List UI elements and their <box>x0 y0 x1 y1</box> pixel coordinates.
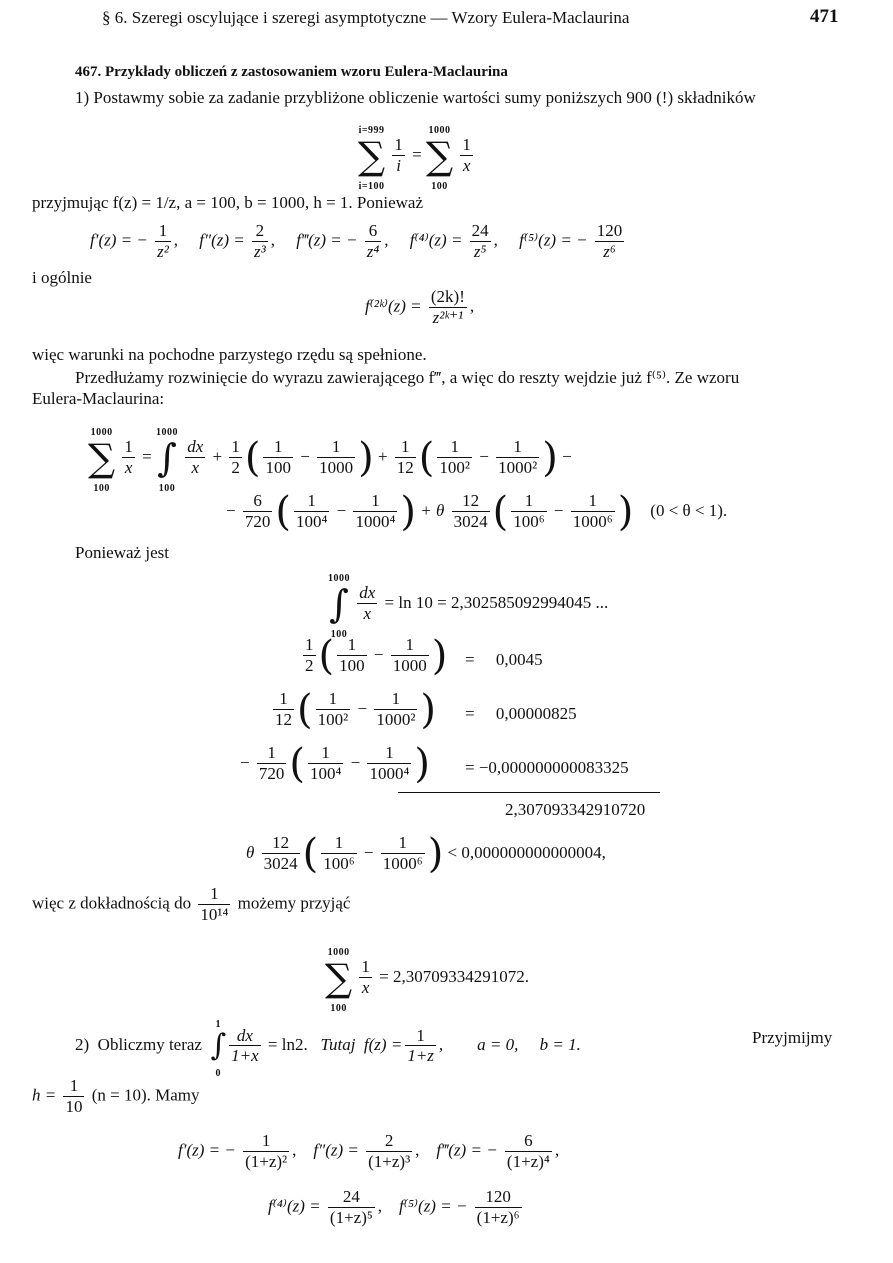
derivatives-row-2a: f′(z) = − $\frac{1}{\text{(1+z)²}}$ , f″(z) = $\frac{2}{\text{(1+z)³}}$ , f‴(z) = − $\frac{6}{\text{(1+z)⁴}}$ , <box>178 1131 560 1171</box>
paragraph-5-line-2: Eulera-Maclaurina: <box>32 389 165 408</box>
deriv-4-frac: $\frac{24}{\text{z⁵}}$ <box>471 221 489 261</box>
euler-maclaurin-line-2: − $\frac{6}{720}$ ( $\frac{1}{\text{100⁴}}$ − $\frac{1}{\text{1000⁴}}$ ) + θ $\frac{12}{3024}$ ( $\frac{1}{\text{100⁶}}$ − $\frac{1}{\text{1000⁶}}$ ) (0 < θ < 1). <box>226 489 728 535</box>
sum-x: 1000 ∑ 100 <box>425 125 454 193</box>
deriv-4-lhs: f⁽⁴⁾(z) = <box>409 230 463 250</box>
calc-row-integral: 1000 ∫ 100 $\frac{dx}{x}$ = ln 10 = 2,302585092994045 ... <box>328 573 609 641</box>
euler-maclaurin-line-1: 1000 ∑ 100 $\frac{1}{x}$ = 1000 ∫ 100 $\frac{dx}{x}$ + $\frac{1}{2}$ ( $\frac{1}{100}$ − $\frac{1}{1000}$ ) + $\frac{1}{12}$ ( $\frac{1}{\text{100²}}$ − $\frac{1}{\text{1000²}}$ ) − <box>88 420 572 496</box>
running-header: § 6. Szeregi oscylujące i szeregi asymptotyczne — Wzory Eulera-Maclaurina <box>102 8 630 27</box>
paragraph-8-end: Przyjmijmy <box>752 1028 833 1047</box>
derivatives-row-2b: f⁽⁴⁾(z) = $\frac{24}{\text{(1+z)⁵}}$ , f⁽⁵⁾(z) = − $\frac{120}{\text{(1+z)⁶}}$ <box>268 1187 520 1227</box>
deriv-3-lhs: f‴(z) = − <box>296 230 358 250</box>
fraction-1-over-x: $\frac{1}{x}$ <box>462 135 471 176</box>
section-heading: 467. Przykłady obliczeń z zastosowaniem wzoru Eulera-Maclaurina <box>75 64 508 80</box>
calc-row-4: − $\frac{1}{720}$ ( $\frac{1}{\text{100⁴}}$ − $\frac{1}{\text{1000⁴}}$ ) <box>240 741 431 787</box>
fraction-1-over-i: $\frac{1}{i}$ <box>394 135 403 176</box>
calc-row-2-value: = 0,0045 <box>465 650 543 669</box>
page-number: 471 <box>810 6 839 27</box>
equals-sign: = <box>412 144 422 164</box>
calc-row-4-value: = −0,000000000083325 <box>465 758 629 777</box>
paragraph-4: więc warunki na pochodne parzystego rzędu są spełnione. <box>32 345 427 364</box>
paragraph-1: 1) Postawmy sobie za zadanie przybliżone obliczenie wartości sumy poniższych 900 (!) składników <box>75 88 756 107</box>
calc-row-5: θ $\frac{12}{3024}$ ( $\frac{1}{\text{100⁶}}$ − $\frac{1}{\text{1000⁶}}$ ) < 0,000000000000004, <box>246 831 606 877</box>
calc-total: 2,307093342910720 <box>505 800 646 819</box>
derivatives-row-1: f′(z) = − $\frac{1}{\text{z²}}$ , f″(z) = $\frac{2}{\text{z³}}$ , f‴(z) = − $\frac{6}{\text{z⁴}}$ , f⁽⁴⁾(z) = $\frac{24}{\text{z⁵}}$ , f⁽⁵⁾(z) = − $\frac{120}{\text{z⁶}}$ <box>90 221 623 261</box>
paragraph-8: 2) Obliczmy teraz 1 ∫ 0 $\frac{dx}{1+x}$ = ln2. Tutaj f(z) = $\frac{1}{1+z}$ , a = 0, b = 1. <box>75 1019 581 1079</box>
general-derivative: f⁽²ᵏ⁾(z) = $\frac{(2k)!}{\text{z²ᵏ⁺¹}}$ , <box>365 287 475 327</box>
sum-i-lower: i=100 <box>358 181 385 193</box>
deriv-5-lhs: f⁽⁵⁾(z) = − <box>519 230 588 250</box>
final-result: 1000 ∑ 100 $\frac{1}{x}$ = 2,30709334291072. <box>325 947 529 1015</box>
sum-x-lower: 100 <box>431 181 448 193</box>
em-sum-frac: $\frac{1}{x}$ <box>124 437 133 478</box>
remainder-bound: < 0,000000000000004, <box>447 842 606 862</box>
calc-row-2: $\frac{1}{2}$ ( $\frac{1}{100}$ − $\frac{1}{1000}$ ) <box>305 633 448 679</box>
paragraph-3: i ogólnie <box>32 268 92 287</box>
general-lhs: f⁽²ᵏ⁾(z) = <box>365 296 422 316</box>
paragraph-7: więc z dokładnością do $\frac{1}{\text{10¹⁴}}$ możemy przyjąć <box>32 884 351 924</box>
em-coef-twelfth: $\frac{1}{12}$ <box>396 437 414 478</box>
integral-value: = ln 10 = 2,302585092994045 ... <box>384 592 609 612</box>
calc-row-3: $\frac{1}{12}$ ( $\frac{1}{\text{100²}}$ − $\frac{1}{\text{1000²}}$ ) <box>275 687 437 733</box>
deriv-5-frac: $\frac{120}{\text{z⁶}}$ <box>596 221 623 261</box>
sum-rule <box>398 792 660 793</box>
calc-row-3-value: = 0,00000825 <box>465 704 577 723</box>
sum-equation <box>358 118 476 194</box>
em-coef-half: $\frac{1}{2}$ <box>231 437 240 478</box>
paragraph-5-line-1: Przedłużamy rozwinięcie do wyrazu zawierającego f‴, a więc do reszty wejdzie już f⁽⁵⁾. Ze wzoru <box>75 368 740 387</box>
deriv-1-frac: $\frac{1}{\text{z²}}$ <box>157 221 169 261</box>
deriv-2-frac: $\frac{2}{\text{z³}}$ <box>254 221 266 261</box>
deriv-2-lhs: f″(z) = <box>199 230 245 250</box>
em-integrand: $\frac{dx}{x}$ <box>187 437 204 478</box>
paragraph-9: h = $\frac{1}{10}$ (n = 10). Mamy <box>32 1076 200 1116</box>
deriv-3-frac: $\frac{6}{\text{z⁴}}$ <box>366 221 380 261</box>
sum-x-upper: 1000 <box>428 125 451 136</box>
theta-condition: (0 < θ < 1). <box>650 500 728 520</box>
result-value: = 2,30709334291072. <box>379 966 529 986</box>
paragraph-2: przyjmując f(z) = 1/z, a = 100, b = 1000, h = 1. Ponieważ <box>32 193 423 212</box>
em-integral: 1000 ∫ 100 <box>155 427 178 495</box>
general-frac: $\frac{(2k)!}{\text{z²ᵏ⁺¹}}$ <box>430 287 465 327</box>
sum-i-upper: i=999 <box>358 125 385 136</box>
sum-i: i=999 ∑ i=100 <box>358 125 386 193</box>
deriv-1-lhs: f′(z) = − <box>90 230 148 250</box>
paragraph-6: Ponieważ jest <box>75 543 169 562</box>
em-sum: 1000 ∑ 100 <box>88 427 116 495</box>
